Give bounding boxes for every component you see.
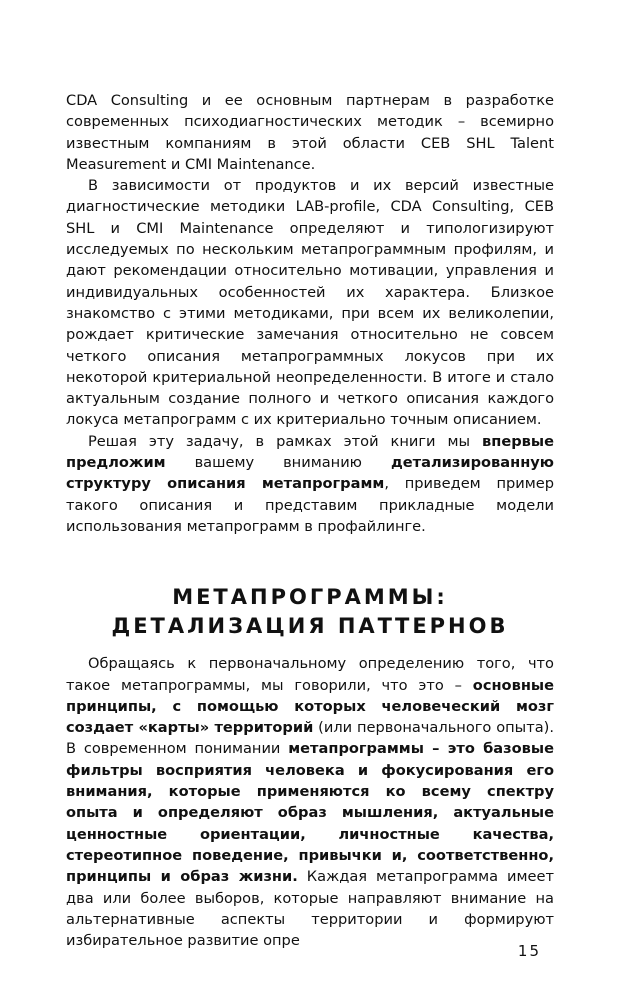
paragraph-text: CDA Consulting и ее основным партнерам в разработке современных психодиагностических методик – всемирно известным компаниям в этой области CEB SHL Talent Measurement и CMI Maintenance. bbox=[66, 92, 554, 173]
paragraph bbox=[66, 653, 554, 951]
paragraph-text: Каждая метапрограмма имеет два или более выборов, которые направляют внимание на альтернативные аспекты территории и формируют избирательное развитие опре bbox=[66, 868, 554, 950]
section-heading-line-2: ДЕТАЛИЗАЦИЯ ПАТТЕРНОВ bbox=[111, 614, 509, 639]
page-number: 15 bbox=[517, 942, 541, 960]
paragraph-text: (или первоначального опыта). В современном понимании bbox=[66, 719, 554, 758]
body-text-bottom bbox=[66, 653, 554, 951]
emphasis-text: детализированную структуру описания метапрограмм bbox=[66, 454, 554, 493]
paragraph-text: вашему вниманию bbox=[165, 454, 391, 472]
paragraph-text: В зависимости от продуктов и их версий известные диагностические методики LAB-profile, CDA Consulting, CEB SHL и CMI Maintenance определяют и типологизируют исследуемых по нескольким метапрограммным профилям, и дают рекомендации относительно мотивации, управления и индивидуальных особенностей их характера. Близкое знакомство с этими методиками, при всем их великолепии, рождает критические замечания относительно не совсем четкого описания метапрограммных локусов при их некоторой критериальной неопределенности. В итоге и стало актуальным создание полного и четкого описания каждого локуса метапрограмм с их критериально точным описанием. bbox=[66, 177, 554, 429]
body-text-top bbox=[66, 90, 554, 537]
section-heading bbox=[66, 583, 554, 641]
section-heading-line-1: МЕТАПРОГРАММЫ: bbox=[172, 585, 448, 610]
paragraph bbox=[66, 431, 554, 537]
paragraph-text: , приведем пример такого описания и представим прикладные модели использования метапрограмм в профайлинге. bbox=[66, 475, 555, 535]
paragraph bbox=[66, 90, 554, 175]
paragraph-text: Решая эту задачу, в рамках этой книги мы bbox=[88, 432, 482, 450]
emphasis-text: основные принципы, с помощью которых человеческий мозг создает «карты» территорий bbox=[66, 676, 554, 737]
emphasis-text: метапрограммы – это базовые фильтры восприятия человека и фокусирования его внимания, которые применяются ко всему спектру опыта и определяют образ мышления, актуальные ценностные ориентации, личностные качества, стереотипное поведение, привычки и, соответственно, принципы и образ жизни. bbox=[66, 740, 554, 886]
emphasis-text: впервые предложим bbox=[66, 432, 554, 472]
paragraph bbox=[66, 175, 554, 431]
book-page bbox=[66, 90, 554, 951]
paragraph-text: Обращаясь к первоначальному определению того, что такое метапрограммы, мы говорили, что это – bbox=[66, 655, 554, 694]
